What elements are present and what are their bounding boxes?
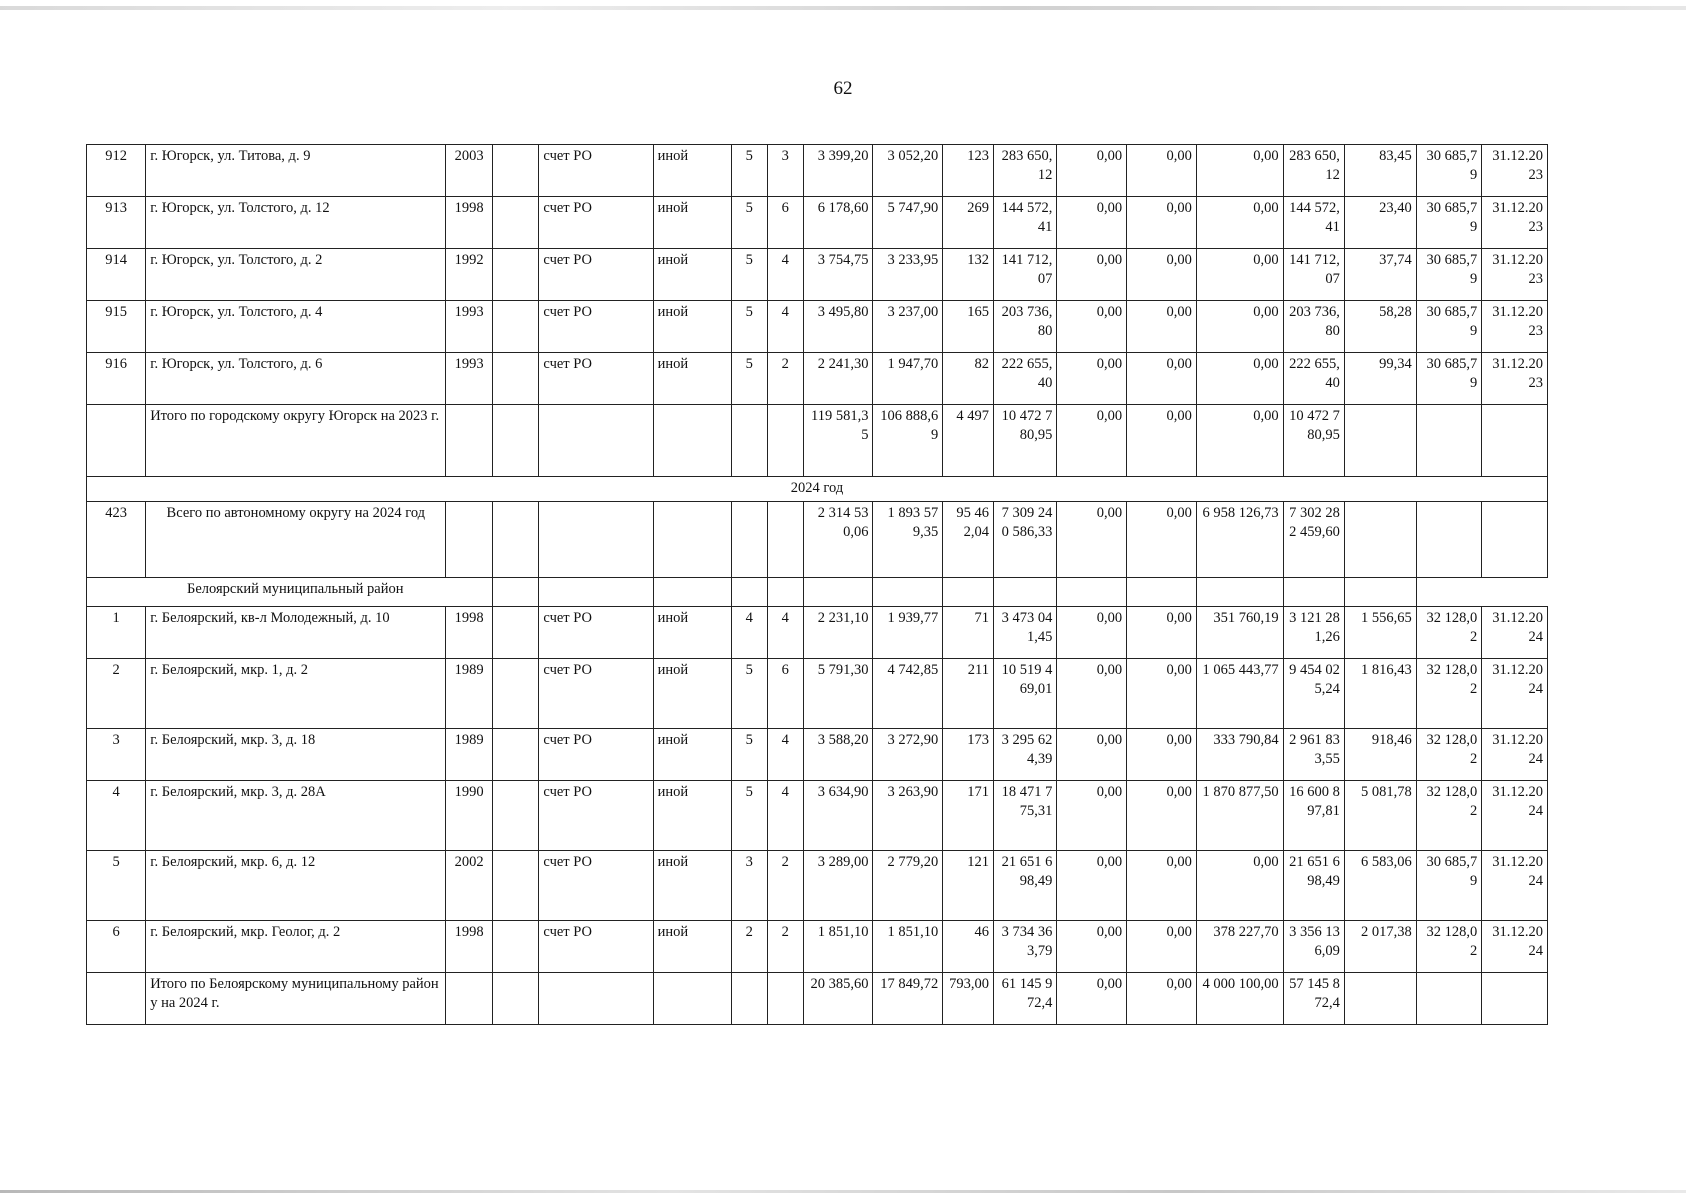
address-cell: г. Югорск, ул. Толстого, д. 12 xyxy=(146,197,446,249)
blank-cell xyxy=(492,659,539,729)
cost-total-cell: 21 651 698,49 xyxy=(993,851,1056,921)
row-number-cell: 914 xyxy=(87,249,146,301)
cost-c1-cell: 0,00 xyxy=(1057,659,1127,729)
total-cost-owners: 10 472 780,95 xyxy=(1283,405,1344,477)
cost-c2-cell: 0,00 xyxy=(1127,353,1197,405)
cost-per-sqm-cell: 23,40 xyxy=(1344,197,1416,249)
cost-c3-cell: 0,00 xyxy=(1196,145,1283,197)
fund-type-cell: счет РО xyxy=(539,921,653,973)
fund-type-cell: счет РО xyxy=(539,781,653,851)
total-area-cell: 3 588,20 xyxy=(803,729,873,781)
total-c3: 0,00 xyxy=(1196,405,1283,477)
beloyarsky-c1: 0,00 xyxy=(1057,973,1127,1025)
cost-c1-cell: 0,00 xyxy=(1057,921,1127,973)
cost-total-cell: 10 519 469,01 xyxy=(993,659,1056,729)
blank-cell xyxy=(492,921,539,973)
address-cell: г. Белоярский, кв-л Молодежный, д. 10 xyxy=(146,607,446,659)
entrances-cell: 4 xyxy=(767,249,803,301)
residents-cell: 121 xyxy=(943,851,994,921)
okrug-area: 2 314 530,06 xyxy=(803,502,873,578)
fund-type-cell: счет РО xyxy=(539,197,653,249)
cost-owners-cell: 2 961 833,55 xyxy=(1283,729,1344,781)
cost-limit-cell: 30 685,79 xyxy=(1416,851,1482,921)
cost-total-cell: 283 650,12 xyxy=(993,145,1056,197)
total-area-cell: 1 851,10 xyxy=(803,921,873,973)
residents-cell: 171 xyxy=(943,781,994,851)
okrug-c1: 0,00 xyxy=(1057,502,1127,578)
scan-edge-bottom xyxy=(0,1190,1686,1193)
okrug-c3: 6 958 126,73 xyxy=(1196,502,1283,578)
cost-limit-cell: 30 685,79 xyxy=(1416,301,1482,353)
address-cell: г. Белоярский, мкр. 1, д. 2 xyxy=(146,659,446,729)
cost-per-sqm-cell: 5 081,78 xyxy=(1344,781,1416,851)
housing-repair-register-table xyxy=(86,144,1548,1025)
total-area-cell: 3 634,90 xyxy=(803,781,873,851)
cost-total-cell: 3 734 363,79 xyxy=(993,921,1056,973)
floors-cell: 4 xyxy=(731,607,767,659)
deadline-date-cell: 31.12.2024 xyxy=(1482,781,1548,851)
build-year-cell: 1998 xyxy=(446,607,493,659)
floors-cell: 5 xyxy=(731,249,767,301)
entrances-cell: 2 xyxy=(767,851,803,921)
year-header: 2024 год xyxy=(87,477,1548,502)
living-area-cell: 3 263,90 xyxy=(873,781,943,851)
okrug-total-row xyxy=(87,502,1548,578)
total-area: 119 581,35 xyxy=(803,405,873,477)
build-year-cell: 1990 xyxy=(446,781,493,851)
beloyarsky-cost: 61 145 972,4 xyxy=(993,973,1056,1025)
cost-limit-cell: 30 685,79 xyxy=(1416,197,1482,249)
floors-cell: 5 xyxy=(731,197,767,249)
blank-cell xyxy=(492,729,539,781)
blank-cell xyxy=(492,353,539,405)
table-row xyxy=(87,145,1548,197)
floors-cell: 5 xyxy=(731,301,767,353)
cost-c2-cell: 0,00 xyxy=(1127,781,1197,851)
cost-limit-cell: 30 685,79 xyxy=(1416,249,1482,301)
table-row xyxy=(87,197,1548,249)
cost-c3-cell: 0,00 xyxy=(1196,301,1283,353)
table-row xyxy=(87,729,1548,781)
total-area-cell: 3 399,20 xyxy=(803,145,873,197)
table-row xyxy=(87,921,1548,973)
floors-cell: 5 xyxy=(731,781,767,851)
entrances-cell: 2 xyxy=(767,353,803,405)
wall-type-cell: иной xyxy=(653,781,731,851)
fund-type-cell: счет РО xyxy=(539,729,653,781)
table-row xyxy=(87,659,1548,729)
wall-type-cell: иной xyxy=(653,301,731,353)
living-area-cell: 4 742,85 xyxy=(873,659,943,729)
cost-c1-cell: 0,00 xyxy=(1057,249,1127,301)
table-row xyxy=(87,301,1548,353)
scan-edge-top xyxy=(0,6,1686,10)
cost-c1-cell: 0,00 xyxy=(1057,781,1127,851)
wall-type-cell: иной xyxy=(653,851,731,921)
cost-c2-cell: 0,00 xyxy=(1127,659,1197,729)
row-number-cell: 2 xyxy=(87,659,146,729)
floors-cell: 5 xyxy=(731,145,767,197)
deadline-date-cell: 31.12.2024 xyxy=(1482,607,1548,659)
blank-cell xyxy=(492,301,539,353)
fund-type-cell: счет РО xyxy=(539,145,653,197)
blank-cell xyxy=(492,851,539,921)
cost-limit-cell: 32 128,02 xyxy=(1416,607,1482,659)
row-number-cell: 913 xyxy=(87,197,146,249)
wall-type-cell: иной xyxy=(653,197,731,249)
living-area-cell: 3 233,95 xyxy=(873,249,943,301)
build-year-cell: 2003 xyxy=(446,145,493,197)
row-number-cell: 915 xyxy=(87,301,146,353)
living-area-cell: 3 052,20 xyxy=(873,145,943,197)
total-residents: 4 497 xyxy=(943,405,994,477)
address-cell: г. Белоярский, мкр. 3, д. 18 xyxy=(146,729,446,781)
cost-owners-cell: 283 650,12 xyxy=(1283,145,1344,197)
build-year-cell: 2002 xyxy=(446,851,493,921)
row-number-cell: 5 xyxy=(87,851,146,921)
address-cell: г. Белоярский, мкр. Геолог, д. 2 xyxy=(146,921,446,973)
blank-cell xyxy=(492,607,539,659)
district-header: Белоярский муниципальный район xyxy=(87,578,493,607)
address-cell: г. Югорск, ул. Толстого, д. 4 xyxy=(146,301,446,353)
total-area-cell: 5 791,30 xyxy=(803,659,873,729)
cost-c3-cell: 378 227,70 xyxy=(1196,921,1283,973)
living-area-cell: 2 779,20 xyxy=(873,851,943,921)
total-area-cell: 3 495,80 xyxy=(803,301,873,353)
total-area-cell: 2 231,10 xyxy=(803,607,873,659)
cost-c1-cell: 0,00 xyxy=(1057,145,1127,197)
entrances-cell: 2 xyxy=(767,921,803,973)
row-number-cell: 1 xyxy=(87,607,146,659)
living-area-cell: 5 747,90 xyxy=(873,197,943,249)
cost-c2-cell: 0,00 xyxy=(1127,729,1197,781)
deadline-date-cell: 31.12.2023 xyxy=(1482,249,1548,301)
cost-per-sqm-cell: 99,34 xyxy=(1344,353,1416,405)
wall-type-cell: иной xyxy=(653,353,731,405)
cost-per-sqm-cell: 37,74 xyxy=(1344,249,1416,301)
wall-type-cell: иной xyxy=(653,729,731,781)
total-area-cell: 6 178,60 xyxy=(803,197,873,249)
living-area-cell: 3 272,90 xyxy=(873,729,943,781)
cost-owners-cell: 203 736,80 xyxy=(1283,301,1344,353)
table-row xyxy=(87,249,1548,301)
table-row xyxy=(87,353,1548,405)
cost-c2-cell: 0,00 xyxy=(1127,145,1197,197)
cost-total-cell: 18 471 775,31 xyxy=(993,781,1056,851)
residents-cell: 132 xyxy=(943,249,994,301)
blank-cell xyxy=(492,145,539,197)
row-number-cell: 4 xyxy=(87,781,146,851)
cost-c3-cell: 333 790,84 xyxy=(1196,729,1283,781)
cost-limit-cell: 32 128,02 xyxy=(1416,659,1482,729)
cost-c2-cell: 0,00 xyxy=(1127,607,1197,659)
residents-cell: 71 xyxy=(943,607,994,659)
row-number-cell: 912 xyxy=(87,145,146,197)
entrances-cell: 6 xyxy=(767,659,803,729)
cost-c2-cell: 0,00 xyxy=(1127,249,1197,301)
cost-total-cell: 144 572,41 xyxy=(993,197,1056,249)
beloyarsky-living-area: 17 849,72 xyxy=(873,973,943,1025)
beloyarsky-total-label: Итого по Белоярскому муниципальному району на 2024 г. xyxy=(146,973,446,1025)
residents-cell: 173 xyxy=(943,729,994,781)
total-area-cell: 2 241,30 xyxy=(803,353,873,405)
residents-cell: 82 xyxy=(943,353,994,405)
blank-cell xyxy=(492,249,539,301)
address-cell: г. Белоярский, мкр. 6, д. 12 xyxy=(146,851,446,921)
cost-limit-cell: 30 685,79 xyxy=(1416,353,1482,405)
cost-owners-cell: 21 651 698,49 xyxy=(1283,851,1344,921)
fund-type-cell: счет РО xyxy=(539,851,653,921)
entrances-cell: 6 xyxy=(767,197,803,249)
cost-c2-cell: 0,00 xyxy=(1127,197,1197,249)
build-year-cell: 1989 xyxy=(446,729,493,781)
residents-cell: 165 xyxy=(943,301,994,353)
okrug-cost: 7 309 240 586,33 xyxy=(993,502,1056,578)
entrances-cell: 4 xyxy=(767,729,803,781)
blank-cell xyxy=(492,197,539,249)
cost-limit-cell: 32 128,02 xyxy=(1416,921,1482,973)
deadline-date-cell: 31.12.2024 xyxy=(1482,729,1548,781)
cost-per-sqm-cell: 918,46 xyxy=(1344,729,1416,781)
floors-cell: 5 xyxy=(731,659,767,729)
fund-type-cell: счет РО xyxy=(539,607,653,659)
cost-limit-cell: 30 685,79 xyxy=(1416,145,1482,197)
address-cell: г. Югорск, ул. Титова, д. 9 xyxy=(146,145,446,197)
deadline-date-cell: 31.12.2023 xyxy=(1482,145,1548,197)
build-year-cell: 1989 xyxy=(446,659,493,729)
cost-c2-cell: 0,00 xyxy=(1127,851,1197,921)
cost-total-cell: 203 736,80 xyxy=(993,301,1056,353)
cost-c3-cell: 1 065 443,77 xyxy=(1196,659,1283,729)
beloyarsky-cost-owners: 57 145 872,4 xyxy=(1283,973,1344,1025)
living-area-cell: 3 237,00 xyxy=(873,301,943,353)
total-cost: 10 472 780,95 xyxy=(993,405,1056,477)
deadline-date-cell: 31.12.2024 xyxy=(1482,921,1548,973)
cost-owners-cell: 9 454 025,24 xyxy=(1283,659,1344,729)
cost-total-cell: 222 655,40 xyxy=(993,353,1056,405)
okrug-total-label: Всего по автономному округу на 2024 год xyxy=(146,502,446,578)
okrug-cost-owners: 7 302 282 459,60 xyxy=(1283,502,1344,578)
cost-c2-cell: 0,00 xyxy=(1127,301,1197,353)
beloyarsky-total-row xyxy=(87,973,1548,1025)
year-header-row xyxy=(87,477,1548,502)
fund-type-cell: счет РО xyxy=(539,301,653,353)
floors-cell: 2 xyxy=(731,921,767,973)
cost-c1-cell: 0,00 xyxy=(1057,353,1127,405)
cost-owners-cell: 16 600 897,81 xyxy=(1283,781,1344,851)
cost-c2-cell: 0,00 xyxy=(1127,921,1197,973)
build-year-cell: 1993 xyxy=(446,301,493,353)
living-area-cell: 1 939,77 xyxy=(873,607,943,659)
wall-type-cell: иной xyxy=(653,249,731,301)
cost-per-sqm-cell: 58,28 xyxy=(1344,301,1416,353)
blank-cell xyxy=(492,781,539,851)
total-area-cell: 3 289,00 xyxy=(803,851,873,921)
residents-cell: 46 xyxy=(943,921,994,973)
district-header-row xyxy=(87,578,1548,607)
okrug-residents: 95 462,04 xyxy=(943,502,994,578)
residents-cell: 211 xyxy=(943,659,994,729)
yugorsk-total-row xyxy=(87,405,1548,477)
cost-per-sqm-cell: 1 556,65 xyxy=(1344,607,1416,659)
cost-limit-cell: 32 128,02 xyxy=(1416,781,1482,851)
deadline-date-cell: 31.12.2024 xyxy=(1482,851,1548,921)
wall-type-cell: иной xyxy=(653,607,731,659)
beloyarsky-residents: 793,00 xyxy=(943,973,994,1025)
cost-c1-cell: 0,00 xyxy=(1057,729,1127,781)
cost-owners-cell: 222 655,40 xyxy=(1283,353,1344,405)
cost-c3-cell: 0,00 xyxy=(1196,851,1283,921)
fund-type-cell: счет РО xyxy=(539,659,653,729)
cost-c1-cell: 0,00 xyxy=(1057,607,1127,659)
total-label: Итого по городскому округу Югорск на 2023 г. xyxy=(146,405,446,477)
wall-type-cell: иной xyxy=(653,145,731,197)
row-number-cell: 6 xyxy=(87,921,146,973)
cost-owners-cell: 3 121 281,26 xyxy=(1283,607,1344,659)
table-row xyxy=(87,607,1548,659)
address-cell: г. Белоярский, мкр. 3, д. 28А xyxy=(146,781,446,851)
table-row xyxy=(87,851,1548,921)
okrug-total-num: 423 xyxy=(87,502,146,578)
cost-limit-cell: 32 128,02 xyxy=(1416,729,1482,781)
fund-type-cell: счет РО xyxy=(539,249,653,301)
wall-type-cell: иной xyxy=(653,921,731,973)
cost-c1-cell: 0,00 xyxy=(1057,851,1127,921)
floors-cell: 3 xyxy=(731,851,767,921)
cost-per-sqm-cell: 2 017,38 xyxy=(1344,921,1416,973)
cost-total-cell: 3 473 041,45 xyxy=(993,607,1056,659)
cost-c1-cell: 0,00 xyxy=(1057,301,1127,353)
deadline-date-cell: 31.12.2024 xyxy=(1482,659,1548,729)
cost-c3-cell: 0,00 xyxy=(1196,249,1283,301)
residents-cell: 269 xyxy=(943,197,994,249)
cost-c3-cell: 1 870 877,50 xyxy=(1196,781,1283,851)
cost-per-sqm-cell: 1 816,43 xyxy=(1344,659,1416,729)
entrances-cell: 4 xyxy=(767,607,803,659)
beloyarsky-area: 20 385,60 xyxy=(803,973,873,1025)
build-year-cell: 1993 xyxy=(446,353,493,405)
deadline-date-cell: 31.12.2023 xyxy=(1482,197,1548,249)
cost-owners-cell: 3 356 136,09 xyxy=(1283,921,1344,973)
total-living-area: 106 888,69 xyxy=(873,405,943,477)
cost-per-sqm-cell: 6 583,06 xyxy=(1344,851,1416,921)
okrug-living-area: 1 893 579,35 xyxy=(873,502,943,578)
cost-total-cell: 141 712,07 xyxy=(993,249,1056,301)
cost-c3-cell: 0,00 xyxy=(1196,353,1283,405)
row-number-cell: 916 xyxy=(87,353,146,405)
living-area-cell: 1 947,70 xyxy=(873,353,943,405)
deadline-date-cell: 31.12.2023 xyxy=(1482,301,1548,353)
address-cell: г. Югорск, ул. Толстого, д. 6 xyxy=(146,353,446,405)
okrug-c2: 0,00 xyxy=(1127,502,1197,578)
cost-c3-cell: 351 760,19 xyxy=(1196,607,1283,659)
total-area-cell: 3 754,75 xyxy=(803,249,873,301)
cost-c3-cell: 0,00 xyxy=(1196,197,1283,249)
total-c1: 0,00 xyxy=(1057,405,1127,477)
build-year-cell: 1998 xyxy=(446,921,493,973)
beloyarsky-c3: 4 000 100,00 xyxy=(1196,973,1283,1025)
beloyarsky-c2: 0,00 xyxy=(1127,973,1197,1025)
build-year-cell: 1992 xyxy=(446,249,493,301)
entrances-cell: 3 xyxy=(767,145,803,197)
cost-owners-cell: 144 572,41 xyxy=(1283,197,1344,249)
table-row xyxy=(87,781,1548,851)
residents-cell: 123 xyxy=(943,145,994,197)
cost-owners-cell: 141 712,07 xyxy=(1283,249,1344,301)
living-area-cell: 1 851,10 xyxy=(873,921,943,973)
page-number: 62 xyxy=(833,78,853,99)
build-year-cell: 1998 xyxy=(446,197,493,249)
row-number-cell: 3 xyxy=(87,729,146,781)
floors-cell: 5 xyxy=(731,353,767,405)
wall-type-cell: иной xyxy=(653,659,731,729)
cost-per-sqm-cell: 83,45 xyxy=(1344,145,1416,197)
floors-cell: 5 xyxy=(731,729,767,781)
cost-total-cell: 3 295 624,39 xyxy=(993,729,1056,781)
total-c2: 0,00 xyxy=(1127,405,1197,477)
fund-type-cell: счет РО xyxy=(539,353,653,405)
entrances-cell: 4 xyxy=(767,301,803,353)
cost-c1-cell: 0,00 xyxy=(1057,197,1127,249)
address-cell: г. Югорск, ул. Толстого, д. 2 xyxy=(146,249,446,301)
entrances-cell: 4 xyxy=(767,781,803,851)
deadline-date-cell: 31.12.2023 xyxy=(1482,353,1548,405)
